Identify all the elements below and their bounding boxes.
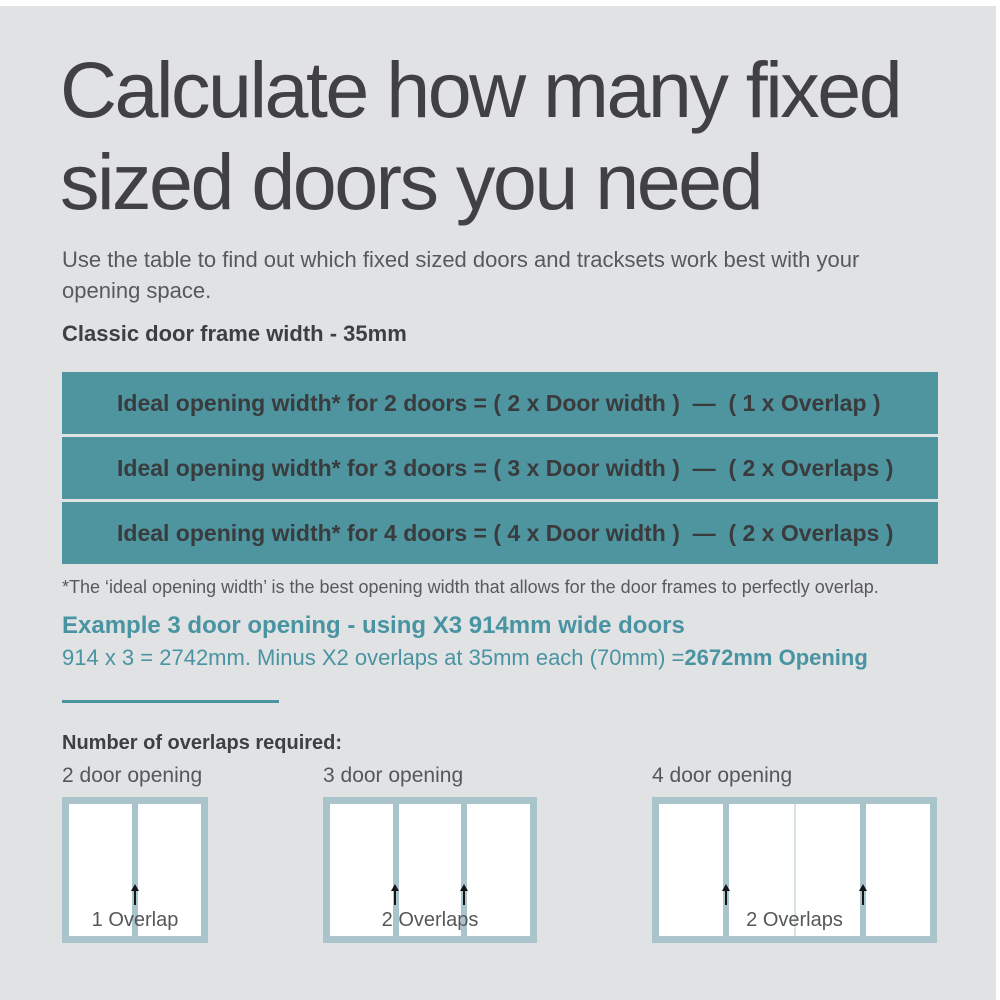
- page-title: [60, 44, 900, 228]
- formula-table: [62, 372, 938, 567]
- formula-row-2-doors: Ideal opening width* for 2 doors = ( 2 x Door width ) — ( 1 x Overlap ): [62, 372, 938, 434]
- formula-row-4-doors: Ideal opening width* for 4 doors = ( 4 x Door width ) — ( 2 x Overlaps ): [62, 502, 938, 564]
- overlap-arrow-icon: [130, 884, 140, 905]
- overlap-arrow-icon: [459, 884, 469, 905]
- overlap-arrow-icon: [858, 884, 868, 905]
- overlap-count-label: 2 Overlaps: [746, 909, 843, 931]
- door-diagram-4-door: [652, 797, 937, 943]
- overlap-arrow-icon: [390, 884, 400, 905]
- overlap-arrow-icon: [721, 884, 731, 905]
- overlaps-heading: Number of overlaps required:: [62, 732, 343, 754]
- intro-text: Use the table to find out which fixed sized doors and tracksets work best with your opening space.: [62, 247, 860, 303]
- frame-width-note: Classic door frame width - 35mm: [62, 321, 407, 346]
- page-edge-top: [0, 0, 1000, 6]
- footnote: *The ‘ideal opening width’ is the best opening width that allows for the door frames to perfectly overlap.: [62, 577, 879, 597]
- page-edge-right: [996, 0, 1000, 1000]
- overlap-count-label: 1 Overlap: [91, 909, 179, 931]
- door-diagram-2-door: [62, 797, 208, 943]
- formula-row-3-doors: Ideal opening width* for 3 doors = ( 3 x Door width ) — ( 2 x Overlaps ): [62, 437, 938, 499]
- example-calculation: [62, 645, 868, 671]
- overlap-count-label: 2 Overlaps: [381, 909, 479, 931]
- section-divider: [62, 700, 279, 703]
- page-title-line2: sized doors you need: [60, 137, 762, 226]
- diagram-label-3-door: 3 door opening: [323, 764, 464, 787]
- example-calc-result: 2672mm Opening: [684, 645, 868, 670]
- example-calc-text: 914 x 3 = 2742mm. Minus X2 overlaps at 35mm each (70mm) =: [62, 645, 685, 670]
- example-heading: Example 3 door opening - using X3 914mm wide doors: [62, 612, 685, 639]
- diagram-label-2-door: 2 door opening: [62, 764, 203, 787]
- page-title-line1: Calculate how many fixed: [60, 45, 901, 134]
- diagram-label-4-door: 4 door opening: [652, 764, 793, 787]
- door-diagram-3-door: [323, 797, 537, 943]
